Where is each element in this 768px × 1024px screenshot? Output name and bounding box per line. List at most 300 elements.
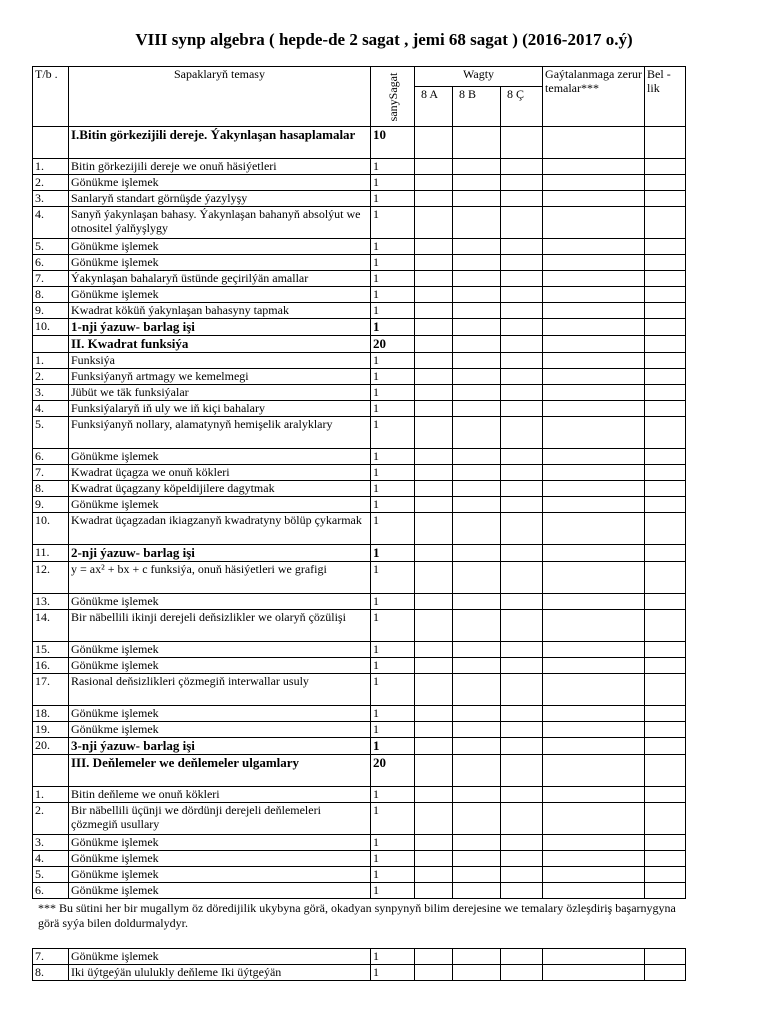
time-8b-cell bbox=[453, 513, 501, 545]
time-8c-cell bbox=[501, 287, 543, 303]
review-cell bbox=[543, 287, 645, 303]
time-8c-cell bbox=[501, 449, 543, 465]
lesson-topic: y = ax² + bx + c funksiýa, onuň häsiýetleri we grafigi bbox=[69, 562, 371, 594]
review-cell bbox=[543, 706, 645, 722]
time-8c-cell bbox=[501, 271, 543, 287]
time-8c-cell bbox=[501, 385, 543, 401]
lesson-row bbox=[33, 594, 686, 610]
review-cell bbox=[543, 722, 645, 738]
lesson-number: 10. bbox=[33, 319, 69, 336]
lesson-number bbox=[33, 336, 69, 353]
lesson-topic: Rasional deňsizlikleri çözmegiň interwallar usuly bbox=[69, 674, 371, 706]
lesson-number: 17. bbox=[33, 674, 69, 706]
lesson-topic: Kwadrat köküň ýakynlaşan bahasyny tapmak bbox=[69, 303, 371, 319]
time-8b-cell bbox=[453, 159, 501, 175]
notes-cell bbox=[645, 867, 686, 883]
lesson-hours: 10 bbox=[371, 127, 415, 159]
time-8a-cell bbox=[415, 706, 453, 722]
time-8c-cell bbox=[501, 207, 543, 239]
review-cell bbox=[543, 449, 645, 465]
time-8a-cell bbox=[415, 610, 453, 642]
time-8c-cell bbox=[501, 706, 543, 722]
review-cell bbox=[543, 417, 645, 449]
time-8b-cell bbox=[453, 369, 501, 385]
lesson-topic: Gönükme işlemek bbox=[69, 449, 371, 465]
lesson-hours: 1 bbox=[371, 562, 415, 594]
notes-cell bbox=[645, 353, 686, 369]
time-8a-cell bbox=[415, 513, 453, 545]
review-cell bbox=[543, 465, 645, 481]
notes-cell bbox=[645, 159, 686, 175]
lesson-hours: 1 bbox=[371, 191, 415, 207]
lesson-row bbox=[33, 803, 686, 835]
lesson-row bbox=[33, 159, 686, 175]
review-cell bbox=[543, 803, 645, 835]
review-cell bbox=[543, 369, 645, 385]
time-8c-cell bbox=[501, 755, 543, 787]
lesson-number: 2. bbox=[33, 369, 69, 385]
review-cell bbox=[543, 319, 645, 336]
time-8b-cell bbox=[453, 287, 501, 303]
notes-cell bbox=[645, 401, 686, 417]
notes-cell bbox=[645, 835, 686, 851]
lesson-number: 5. bbox=[33, 417, 69, 449]
review-cell bbox=[543, 755, 645, 787]
lesson-number bbox=[33, 127, 69, 159]
lesson-topic: II. Kwadrat funksiýa bbox=[69, 336, 371, 353]
time-8b-cell bbox=[453, 738, 501, 755]
time-8a-cell bbox=[415, 883, 453, 899]
notes-cell bbox=[645, 803, 686, 835]
review-cell bbox=[543, 207, 645, 239]
notes-cell bbox=[645, 497, 686, 513]
review-cell bbox=[543, 497, 645, 513]
lesson-hours: 1 bbox=[371, 642, 415, 658]
lesson-number: 12. bbox=[33, 562, 69, 594]
time-8b-cell bbox=[453, 658, 501, 674]
time-8a-cell bbox=[415, 303, 453, 319]
time-8b-cell bbox=[453, 562, 501, 594]
review-cell bbox=[543, 674, 645, 706]
lesson-hours: 1 bbox=[371, 353, 415, 369]
review-cell bbox=[543, 835, 645, 851]
lesson-number: 4. bbox=[33, 401, 69, 417]
lesson-topic: Kwadrat üçagza we onuň kökleri bbox=[69, 465, 371, 481]
time-8a-cell bbox=[415, 353, 453, 369]
header-review: Gaýtalanmaga zerur temalar*** bbox=[543, 67, 645, 127]
time-8b-cell bbox=[453, 319, 501, 336]
lesson-row bbox=[33, 883, 686, 899]
lesson-hours: 1 bbox=[371, 867, 415, 883]
lesson-topic: Gönükme işlemek bbox=[69, 239, 371, 255]
time-8a-cell bbox=[415, 658, 453, 674]
lesson-number: 20. bbox=[33, 738, 69, 755]
lesson-row bbox=[33, 369, 686, 385]
lesson-row bbox=[33, 449, 686, 465]
lesson-row bbox=[33, 481, 686, 497]
lesson-row bbox=[33, 207, 686, 239]
review-cell bbox=[543, 385, 645, 401]
lesson-topic: Kwadrat üçagzany köpeldijilere dagytmak bbox=[69, 481, 371, 497]
notes-cell bbox=[645, 851, 686, 867]
notes-cell bbox=[645, 385, 686, 401]
lesson-topic: Jübüt we täk funksiýalar bbox=[69, 385, 371, 401]
notes-cell bbox=[645, 175, 686, 191]
lesson-number: 2. bbox=[33, 803, 69, 835]
lesson-topic: Gönükme işlemek bbox=[69, 497, 371, 513]
time-8b-cell bbox=[453, 255, 501, 271]
lesson-hours: 1 bbox=[371, 159, 415, 175]
time-8b-cell bbox=[453, 353, 501, 369]
lesson-hours: 1 bbox=[371, 738, 415, 755]
header-time: Wagty bbox=[415, 67, 543, 87]
lesson-topic: Gönükme işlemek bbox=[69, 287, 371, 303]
time-8c-cell bbox=[501, 883, 543, 899]
notes-cell bbox=[645, 722, 686, 738]
time-8c-cell bbox=[501, 610, 543, 642]
time-8b-cell bbox=[453, 191, 501, 207]
lesson-row bbox=[33, 562, 686, 594]
lesson-hours: 1 bbox=[371, 851, 415, 867]
lesson-hours: 1 bbox=[371, 255, 415, 271]
time-8c-cell bbox=[501, 513, 543, 545]
time-8c-cell bbox=[501, 545, 543, 562]
lesson-number: 8. bbox=[33, 965, 69, 981]
notes-cell bbox=[645, 594, 686, 610]
time-8a-cell bbox=[415, 594, 453, 610]
lesson-row bbox=[33, 401, 686, 417]
time-8b-cell bbox=[453, 835, 501, 851]
lesson-topic: Gönükme işlemek bbox=[69, 255, 371, 271]
lesson-row bbox=[33, 755, 686, 787]
lesson-number: 15. bbox=[33, 642, 69, 658]
notes-cell bbox=[645, 191, 686, 207]
header-class-8a: 8 A bbox=[415, 87, 453, 127]
lesson-row bbox=[33, 835, 686, 851]
review-cell bbox=[543, 175, 645, 191]
time-8b-cell bbox=[453, 610, 501, 642]
lesson-topic: Ýakynlaşan bahalaryň üstünde geçirilýän amallar bbox=[69, 271, 371, 287]
time-8b-cell bbox=[453, 271, 501, 287]
lesson-topic: Gönükme işlemek bbox=[69, 658, 371, 674]
time-8a-cell bbox=[415, 755, 453, 787]
time-8a-cell bbox=[415, 319, 453, 336]
review-cell bbox=[543, 562, 645, 594]
lesson-topic: Bitin görkezijili dereje we onuň häsiýetleri bbox=[69, 159, 371, 175]
time-8a-cell bbox=[415, 369, 453, 385]
time-8c-cell bbox=[501, 465, 543, 481]
review-cell bbox=[543, 401, 645, 417]
time-8a-cell bbox=[415, 722, 453, 738]
lesson-topic: Gönükme işlemek bbox=[69, 642, 371, 658]
lesson-number: 11. bbox=[33, 545, 69, 562]
time-8c-cell bbox=[501, 191, 543, 207]
review-cell bbox=[543, 481, 645, 497]
lesson-row bbox=[33, 417, 686, 449]
lesson-hours: 1 bbox=[371, 594, 415, 610]
lesson-number: 1. bbox=[33, 787, 69, 803]
lesson-number: 16. bbox=[33, 658, 69, 674]
lesson-topic: Gönükme işlemek bbox=[69, 883, 371, 899]
lesson-topic: 1-nji ýazuw- barlag işi bbox=[69, 319, 371, 336]
header-hours: sanySagat bbox=[371, 67, 415, 127]
lesson-topic: Iki üýtgeýän ululukly deňleme Iki üýtgeýän bbox=[69, 965, 371, 981]
time-8a-cell bbox=[415, 239, 453, 255]
time-8b-cell bbox=[453, 336, 501, 353]
header-topics: Sapaklaryň temasy bbox=[69, 67, 371, 127]
notes-cell bbox=[645, 706, 686, 722]
notes-cell bbox=[645, 755, 686, 787]
time-8c-cell bbox=[501, 867, 543, 883]
time-8c-cell bbox=[501, 658, 543, 674]
time-8b-cell bbox=[453, 642, 501, 658]
time-8c-cell bbox=[501, 642, 543, 658]
lesson-hours: 1 bbox=[371, 965, 415, 981]
lesson-topic: 2-nji ýazuw- barlag işi bbox=[69, 545, 371, 562]
lesson-number: 1. bbox=[33, 159, 69, 175]
time-8a-cell bbox=[415, 207, 453, 239]
time-8c-cell bbox=[501, 369, 543, 385]
lesson-topic: Bitin deňleme we onuň kökleri bbox=[69, 787, 371, 803]
lesson-hours: 1 bbox=[371, 787, 415, 803]
header-notes: Bel -lik bbox=[645, 67, 686, 127]
review-cell bbox=[543, 594, 645, 610]
lesson-hours: 1 bbox=[371, 835, 415, 851]
time-8c-cell bbox=[501, 594, 543, 610]
lesson-number: 4. bbox=[33, 851, 69, 867]
lesson-number: 9. bbox=[33, 497, 69, 513]
time-8a-cell bbox=[415, 867, 453, 883]
review-cell bbox=[543, 159, 645, 175]
lesson-row bbox=[33, 191, 686, 207]
header-number: T/b . bbox=[33, 67, 69, 127]
time-8b-cell bbox=[453, 239, 501, 255]
lesson-number: 18. bbox=[33, 706, 69, 722]
lesson-number: 8. bbox=[33, 481, 69, 497]
lesson-row bbox=[33, 497, 686, 513]
time-8b-cell bbox=[453, 497, 501, 513]
lesson-hours: 1 bbox=[371, 319, 415, 336]
time-8a-cell bbox=[415, 175, 453, 191]
lesson-row bbox=[33, 271, 686, 287]
time-8a-cell bbox=[415, 336, 453, 353]
time-8c-cell bbox=[501, 481, 543, 497]
review-cell bbox=[543, 271, 645, 287]
time-8b-cell bbox=[453, 481, 501, 497]
lesson-hours: 1 bbox=[371, 175, 415, 191]
time-8a-cell bbox=[415, 191, 453, 207]
lesson-hours: 1 bbox=[371, 722, 415, 738]
lesson-number: 3. bbox=[33, 191, 69, 207]
time-8a-cell bbox=[415, 642, 453, 658]
lesson-row bbox=[33, 851, 686, 867]
time-8b-cell bbox=[453, 965, 501, 981]
time-8b-cell bbox=[453, 883, 501, 899]
lesson-hours: 1 bbox=[371, 497, 415, 513]
time-8c-cell bbox=[501, 127, 543, 159]
lesson-topic: I.Bitin görkezijili dereje. Ýakynlaşan hasaplamalar bbox=[69, 127, 371, 159]
time-8b-cell bbox=[453, 949, 501, 965]
lesson-row bbox=[33, 175, 686, 191]
notes-cell bbox=[645, 369, 686, 385]
time-8a-cell bbox=[415, 965, 453, 981]
time-8a-cell bbox=[415, 738, 453, 755]
time-8a-cell bbox=[415, 803, 453, 835]
lesson-number: 19. bbox=[33, 722, 69, 738]
review-cell bbox=[543, 545, 645, 562]
lesson-hours: 1 bbox=[371, 401, 415, 417]
lesson-topic: Gönükme işlemek bbox=[69, 594, 371, 610]
time-8b-cell bbox=[453, 449, 501, 465]
time-8a-cell bbox=[415, 787, 453, 803]
lesson-hours: 1 bbox=[371, 239, 415, 255]
time-8a-cell bbox=[415, 545, 453, 562]
notes-cell bbox=[645, 271, 686, 287]
lesson-number: 14. bbox=[33, 610, 69, 642]
lesson-row bbox=[33, 965, 686, 981]
lesson-row bbox=[33, 319, 686, 336]
notes-cell bbox=[645, 127, 686, 159]
review-cell bbox=[543, 738, 645, 755]
lesson-row bbox=[33, 545, 686, 562]
time-8b-cell bbox=[453, 706, 501, 722]
lesson-hours: 1 bbox=[371, 674, 415, 706]
lesson-hours: 1 bbox=[371, 883, 415, 899]
lesson-hours: 1 bbox=[371, 513, 415, 545]
time-8a-cell bbox=[415, 949, 453, 965]
time-8b-cell bbox=[453, 787, 501, 803]
time-8c-cell bbox=[501, 175, 543, 191]
time-8c-cell bbox=[501, 674, 543, 706]
time-8b-cell bbox=[453, 417, 501, 449]
lesson-topic: Gönükme işlemek bbox=[69, 867, 371, 883]
notes-cell bbox=[645, 965, 686, 981]
review-cell bbox=[543, 949, 645, 965]
notes-cell bbox=[645, 883, 686, 899]
time-8c-cell bbox=[501, 255, 543, 271]
lesson-topic: Bir näbellili üçünji we dördünji derejeli deňlemeleri çözmegiň usullary bbox=[69, 803, 371, 835]
time-8c-cell bbox=[501, 787, 543, 803]
lesson-hours: 1 bbox=[371, 271, 415, 287]
lesson-hours: 1 bbox=[371, 369, 415, 385]
lesson-topic: Gönükme işlemek bbox=[69, 835, 371, 851]
time-8a-cell bbox=[415, 401, 453, 417]
time-8b-cell bbox=[453, 674, 501, 706]
lesson-plan-table bbox=[32, 66, 686, 899]
lesson-topic: Gönükme işlemek bbox=[69, 851, 371, 867]
lesson-number: 10. bbox=[33, 513, 69, 545]
notes-cell bbox=[645, 239, 686, 255]
time-8c-cell bbox=[501, 336, 543, 353]
notes-cell bbox=[645, 207, 686, 239]
time-8a-cell bbox=[415, 255, 453, 271]
lesson-hours: 1 bbox=[371, 706, 415, 722]
time-8a-cell bbox=[415, 449, 453, 465]
review-cell bbox=[543, 255, 645, 271]
notes-cell bbox=[645, 449, 686, 465]
time-8b-cell bbox=[453, 755, 501, 787]
lesson-hours: 1 bbox=[371, 803, 415, 835]
lesson-number: 5. bbox=[33, 239, 69, 255]
lesson-row bbox=[33, 787, 686, 803]
lesson-row bbox=[33, 722, 686, 738]
page-title: VIII synp algebra ( hepde-de 2 sagat , jemi 68 sagat ) (2016-2017 o.ý) bbox=[135, 30, 633, 49]
time-8c-cell bbox=[501, 159, 543, 175]
time-8a-cell bbox=[415, 562, 453, 594]
lesson-topic: Funksiýalaryň iň uly we iň kiçi bahalary bbox=[69, 401, 371, 417]
lesson-number: 6. bbox=[33, 883, 69, 899]
lesson-row bbox=[33, 658, 686, 674]
lesson-number: 6. bbox=[33, 449, 69, 465]
time-8c-cell bbox=[501, 738, 543, 755]
notes-cell bbox=[645, 255, 686, 271]
time-8a-cell bbox=[415, 674, 453, 706]
notes-cell bbox=[645, 787, 686, 803]
lesson-row bbox=[33, 513, 686, 545]
lesson-hours: 1 bbox=[371, 207, 415, 239]
review-cell bbox=[543, 303, 645, 319]
notes-cell bbox=[645, 949, 686, 965]
notes-cell bbox=[645, 674, 686, 706]
time-8a-cell bbox=[415, 159, 453, 175]
lesson-topic: 3-nji ýazuw- barlag işi bbox=[69, 738, 371, 755]
time-8c-cell bbox=[501, 965, 543, 981]
notes-cell bbox=[645, 303, 686, 319]
time-8b-cell bbox=[453, 867, 501, 883]
time-8a-cell bbox=[415, 127, 453, 159]
time-8b-cell bbox=[453, 127, 501, 159]
lesson-hours: 1 bbox=[371, 417, 415, 449]
lesson-row bbox=[33, 353, 686, 369]
notes-cell bbox=[645, 658, 686, 674]
lesson-row bbox=[33, 465, 686, 481]
lesson-number: 7. bbox=[33, 949, 69, 965]
time-8b-cell bbox=[453, 385, 501, 401]
notes-cell bbox=[645, 319, 686, 336]
time-8b-cell bbox=[453, 175, 501, 191]
review-cell bbox=[543, 642, 645, 658]
header-row bbox=[33, 67, 686, 87]
time-8a-cell bbox=[415, 271, 453, 287]
time-8c-cell bbox=[501, 319, 543, 336]
lesson-row bbox=[33, 642, 686, 658]
lesson-number: 5. bbox=[33, 867, 69, 883]
lesson-row bbox=[33, 610, 686, 642]
lesson-hours: 1 bbox=[371, 303, 415, 319]
header-class-8b: 8 B bbox=[453, 87, 501, 127]
review-cell bbox=[543, 883, 645, 899]
notes-cell bbox=[645, 562, 686, 594]
notes-cell bbox=[645, 545, 686, 562]
lesson-topic: Gönükme işlemek bbox=[69, 175, 371, 191]
time-8b-cell bbox=[453, 594, 501, 610]
time-8c-cell bbox=[501, 835, 543, 851]
time-8c-cell bbox=[501, 401, 543, 417]
notes-cell bbox=[645, 513, 686, 545]
lesson-row bbox=[33, 385, 686, 401]
lesson-topic: Gönükme işlemek bbox=[69, 722, 371, 738]
time-8a-cell bbox=[415, 287, 453, 303]
lesson-hours: 1 bbox=[371, 949, 415, 965]
lesson-number: 13. bbox=[33, 594, 69, 610]
time-8c-cell bbox=[501, 722, 543, 738]
lesson-topic: Kwadrat üçagzadan ikiagzanyň kwadratyny bölüp çykarmak bbox=[69, 513, 371, 545]
review-cell bbox=[543, 610, 645, 642]
lesson-hours: 1 bbox=[371, 449, 415, 465]
lesson-row bbox=[33, 738, 686, 755]
lesson-row bbox=[33, 303, 686, 319]
time-8c-cell bbox=[501, 562, 543, 594]
